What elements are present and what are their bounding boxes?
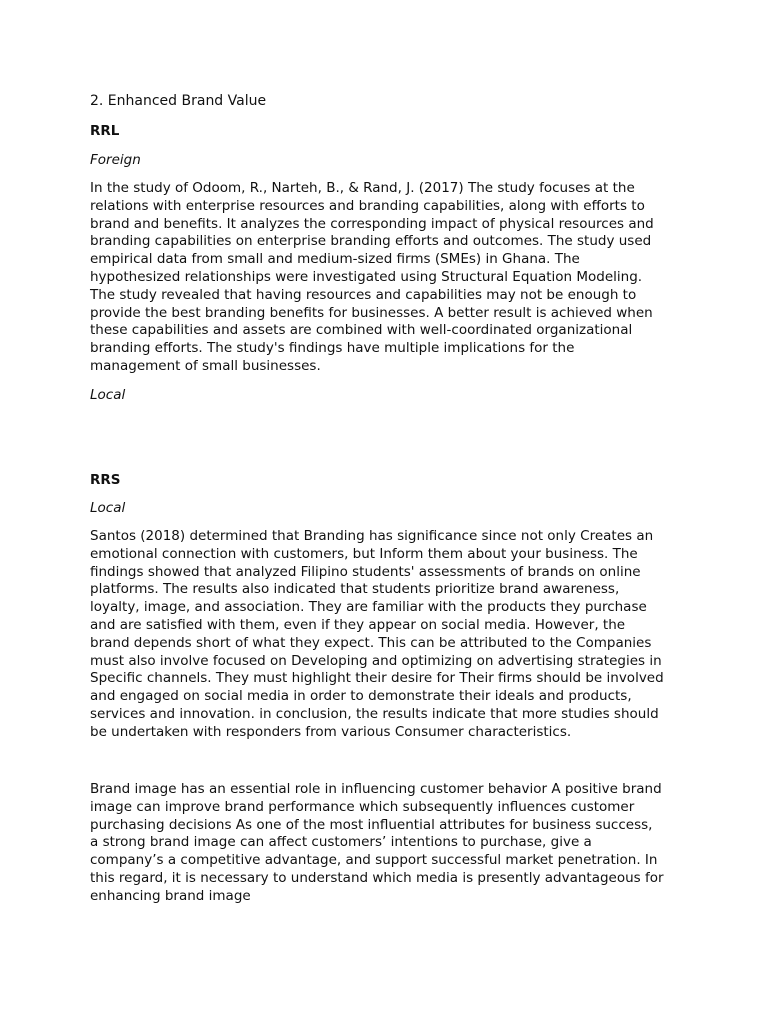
paragraph-line: platforms. The results also indicated that students prioritize brand awareness,: [90, 581, 620, 598]
paragraph-line: a strong brand image can affect customers’ intentions to purchase, give a: [90, 834, 592, 851]
paragraph-line: brand depends short of what they expect. This can be attributed to the Companies: [90, 634, 652, 651]
paragraph-line: branding efforts. The study's findings have multiple implications for the: [90, 340, 575, 357]
rrl-heading: RRL: [90, 123, 120, 139]
paragraph-line: be undertaken with responders from various Consumer characteristics.: [90, 723, 572, 740]
section-heading: 2. Enhanced Brand Value: [90, 93, 267, 109]
paragraph-line: and engaged on social media in order to demonstrate their ideals and products,: [90, 688, 632, 705]
paragraph-line: Santos (2018) determined that Branding has significance since not only Creates an: [90, 528, 654, 544]
paragraph-line: In the study of Odoom, R., Narteh, B., & Rand, J. (2017) The study focuses at the: [90, 180, 635, 196]
paragraph-line: emotional connection with customers, but Inform them about your business. The: [90, 545, 638, 562]
paragraph-line: hypothesized relationships were investigated using Structural Equation Modeling.: [90, 268, 643, 285]
brand-image-paragraph: [90, 781, 690, 906]
paragraph-line: image can improve brand performance which subsequently influences customer: [90, 798, 635, 815]
paragraph-line: services and innovation. in conclusion, the results indicate that more studies should: [90, 705, 659, 722]
paragraph-line: branding capabilities on enterprise branding efforts and outcomes. The study used: [90, 233, 652, 250]
paragraph-line: provide the best branding benefits for businesses. A better result is achieved when: [90, 304, 653, 321]
paragraph-line: Specific channels. They must highlight their desire for Their firms should be involved: [90, 670, 664, 687]
paragraph-line: relations with enterprise resources and branding capabilities, along with efforts to: [90, 197, 645, 214]
paragraph-line: empirical data from small and medium-sized firms (SMEs) in Ghana. The: [90, 251, 580, 268]
paragraph-line: brand and benefits. It analyzes the corresponding impact of physical resources and: [90, 215, 654, 232]
rrl-local-label: Local: [90, 387, 126, 403]
paragraph-line: these capabilities and assets are combined with well-coordinated organizational: [90, 322, 633, 339]
rrs-local-label: Local: [90, 500, 126, 516]
paragraph-line: The study revealed that having resources and capabilities may not be enough to: [90, 286, 637, 303]
paragraph-line: purchasing decisions As one of the most influential attributes for business success,: [90, 816, 653, 833]
paragraph-line: loyalty, image, and association. They are familiar with the products they purchase: [90, 599, 647, 616]
paragraph-line: must also involve focused on Developing and optimizing on advertising strategies in: [90, 652, 662, 669]
rrs-heading: RRS: [90, 472, 121, 488]
paragraph-line: findings showed that analyzed Filipino students' assessments of brands on online: [90, 563, 641, 580]
paragraph-line: management of small businesses.: [90, 357, 321, 374]
paragraph-line: this regard, it is necessary to understand which media is presently advantageous for: [90, 869, 664, 886]
paragraph-line: enhancing brand image: [90, 887, 251, 904]
paragraph-line: company’s a competitive advantage, and support successful market penetration. In: [90, 852, 658, 869]
local-paragraph: [90, 528, 690, 742]
foreign-paragraph: [90, 180, 690, 376]
paragraph-line: Brand image has an essential role in influencing customer behavior A positive brand: [90, 781, 662, 797]
paragraph-line: and are satisfied with them, even if they appear on social media. However, the: [90, 616, 626, 633]
foreign-label: Foreign: [90, 152, 141, 168]
